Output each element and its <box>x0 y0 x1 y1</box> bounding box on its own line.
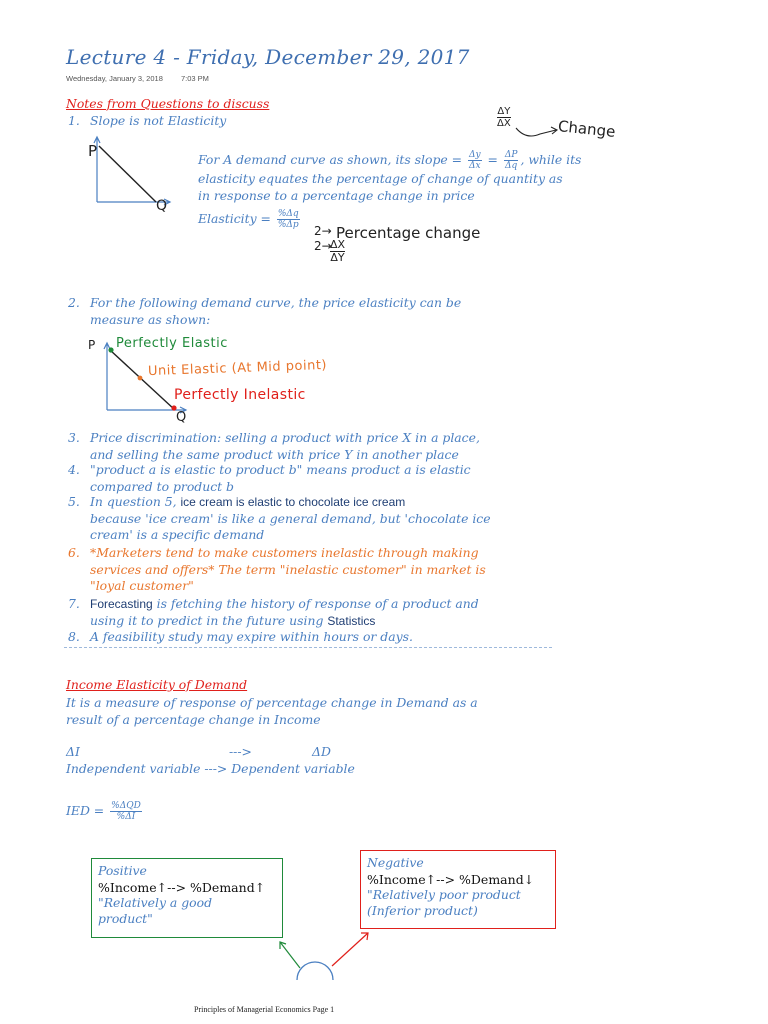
item4-line1: "product a is elastic to product b" means product a is elastic <box>90 462 471 477</box>
item5-line1b: ice cream is elastic to chocolate ice cream <box>180 495 406 509</box>
item6 <box>68 545 568 595</box>
equals-sign: = <box>487 152 498 167</box>
frac1-top: Δy <box>469 150 481 160</box>
section2-heading: Income Elasticity of Demand <box>66 677 248 692</box>
perfectly-elastic-point <box>108 347 113 352</box>
positive-income: %Income <box>98 879 157 895</box>
item3-line2: and selling the same product with price Y in another place <box>90 446 459 462</box>
frac2-bot: Δq <box>505 161 518 171</box>
item7-line2a: using it to predict in the future using <box>90 612 328 628</box>
hand-dx2: ΔX <box>330 238 346 251</box>
item3 <box>68 430 558 463</box>
item1-p2: elasticity equates the percentage of change of quantity as <box>198 171 563 186</box>
variables-line: Independent variable ---> Dependent variable <box>66 761 355 776</box>
graph2-axis-p: P <box>88 338 96 352</box>
up-arrow-icon: ↑ <box>156 879 168 895</box>
elasticity-fraction <box>277 209 300 230</box>
ied-label: IED = <box>66 803 105 818</box>
ied-formula <box>66 801 144 822</box>
item3-num: 3. <box>68 430 80 445</box>
section-divider <box>64 647 552 648</box>
red-arrow-line <box>332 933 368 966</box>
slope-fraction-1 <box>468 150 482 171</box>
page-meta <box>66 74 225 83</box>
page-date: Wednesday, January 3, 2018 <box>66 74 163 83</box>
item8 <box>68 629 558 646</box>
box-connector <box>260 930 380 990</box>
hand-dx-dy <box>330 239 345 264</box>
item4-line2: compared to product b <box>90 478 234 494</box>
graph1-demand-line <box>99 146 156 202</box>
delta-arrow: ---> <box>229 744 252 759</box>
item1-p1-text: For A demand curve as shown, its slope = <box>198 152 463 167</box>
label-perfectly-inelastic: Perfectly Inelastic <box>174 387 306 403</box>
item8-line1: A feasibility study may expire within hours or days. <box>90 629 413 644</box>
negative-relation <box>367 872 549 887</box>
positive-desc2: product" <box>98 911 153 926</box>
item1-text: Slope is not Elasticity <box>90 113 227 128</box>
ied-fraction <box>110 801 142 822</box>
frac2-top: ΔP <box>504 150 518 160</box>
item7-num: 7. <box>68 596 80 611</box>
delta-d: ΔD <box>312 744 331 759</box>
item1-p1 <box>198 150 638 171</box>
item7-line1b: is fetching the history of response of a product and <box>152 596 479 611</box>
negative-income: %Income <box>367 871 426 887</box>
item5-line2: because 'ice cream' is like a general demand, but 'chocolate ice <box>90 510 491 526</box>
item2-num: 2. <box>68 295 80 310</box>
graph2-axis-q: Q <box>176 410 187 425</box>
item3-line1: Price discrimination: selling a product with price X in a place, <box>90 430 480 445</box>
hand-dy: ΔY <box>497 106 511 117</box>
graph2-demand-line <box>110 350 175 410</box>
section2-def1: It is a measure of response of percentage change in Demand as a <box>66 695 478 710</box>
item5 <box>68 494 558 544</box>
up-arrow-icon: ↑ <box>425 871 437 887</box>
item4-num: 4. <box>68 462 80 477</box>
graph1-axis-q: Q <box>156 198 168 214</box>
down-arrow-icon: ↓ <box>523 871 535 887</box>
positive-demand: --> %Demand <box>167 879 255 895</box>
up-arrow-icon: ↑ <box>254 879 266 895</box>
negative-box <box>360 850 556 929</box>
positive-title: Positive <box>98 863 147 878</box>
slope-fraction-2 <box>504 150 519 171</box>
negative-desc1: "Relatively poor product <box>367 886 521 902</box>
page-footer: Principles of Managerial Economics Page 1 <box>194 1005 335 1014</box>
elasticity-label: Elasticity = <box>198 211 271 226</box>
item1-p3: in response to a percentage change in price <box>198 187 475 203</box>
item7 <box>68 596 568 629</box>
item6-num: 6. <box>68 545 80 560</box>
item7-forecasting: Forecasting <box>90 597 153 611</box>
page-title: Lecture 4 - Friday, December 29, 2017 <box>66 45 470 69</box>
hand-dy2: ΔY <box>330 251 345 264</box>
section2-def2: result of a percentage change in Income <box>66 711 321 727</box>
section1-heading: Notes from Questions to discuss <box>66 96 270 111</box>
label-unit-elastic: Unit Elastic (At Mid point) <box>147 357 328 380</box>
negative-desc2: (Inferior product) <box>367 903 478 918</box>
label-perfectly-elastic: Perfectly Elastic <box>116 336 228 351</box>
negative-title: Negative <box>367 855 424 870</box>
item5-line3: cream' is a specific demand <box>90 527 265 542</box>
item8-num: 8. <box>68 629 80 644</box>
delta-i: ΔI <box>66 744 80 759</box>
graph1-axis-p: P <box>88 142 98 160</box>
green-arrow-line <box>280 942 300 968</box>
hand-arrow-1: 2→ <box>314 224 332 238</box>
item5-line1a: In question 5, <box>90 494 181 509</box>
ied-bot: %ΔI <box>116 812 136 822</box>
item6-line3: "loyal customer" <box>90 578 194 593</box>
item2-line2: measure as shown: <box>90 311 211 327</box>
frac3-bot: %Δp <box>277 220 299 230</box>
hand-change: Change <box>557 117 617 141</box>
item1-num: 1. <box>68 113 80 128</box>
negative-demand: --> %Demand <box>436 871 524 887</box>
frac1-bot: Δx <box>469 161 481 171</box>
hand-dy-dx <box>497 106 511 129</box>
connector-arc <box>297 962 333 980</box>
positive-desc1: "Relatively a good <box>98 894 212 910</box>
positive-relation <box>98 880 276 895</box>
item1-paragraph <box>198 150 638 230</box>
hand-dx: ΔX <box>497 118 511 129</box>
unit-elastic-point <box>138 376 143 381</box>
item6-line2: services and offers* The term "inelastic customer" in market is <box>90 561 486 577</box>
item1-p1-end: , while its <box>520 152 582 167</box>
hand-arrow-2: 2→ <box>314 239 332 253</box>
frac3-top: %Δq <box>277 209 299 219</box>
item2-line1: For the following demand curve, the price elasticity can be <box>90 295 462 310</box>
item1-title <box>68 113 226 130</box>
section2-definition <box>66 695 566 728</box>
ied-top: %ΔQD <box>111 801 141 811</box>
demand-graph-1 <box>88 134 188 214</box>
item4 <box>68 462 558 495</box>
item7-statistics: Statistics <box>327 613 376 628</box>
hand-percentage-change: Percentage change <box>336 224 481 242</box>
item2 <box>68 295 558 328</box>
item6-line1: *Marketers tend to make customers inelastic through making <box>90 545 479 560</box>
positive-box <box>91 858 283 938</box>
page-time: 7:03 PM <box>180 74 209 83</box>
item5-num: 5. <box>68 494 80 509</box>
